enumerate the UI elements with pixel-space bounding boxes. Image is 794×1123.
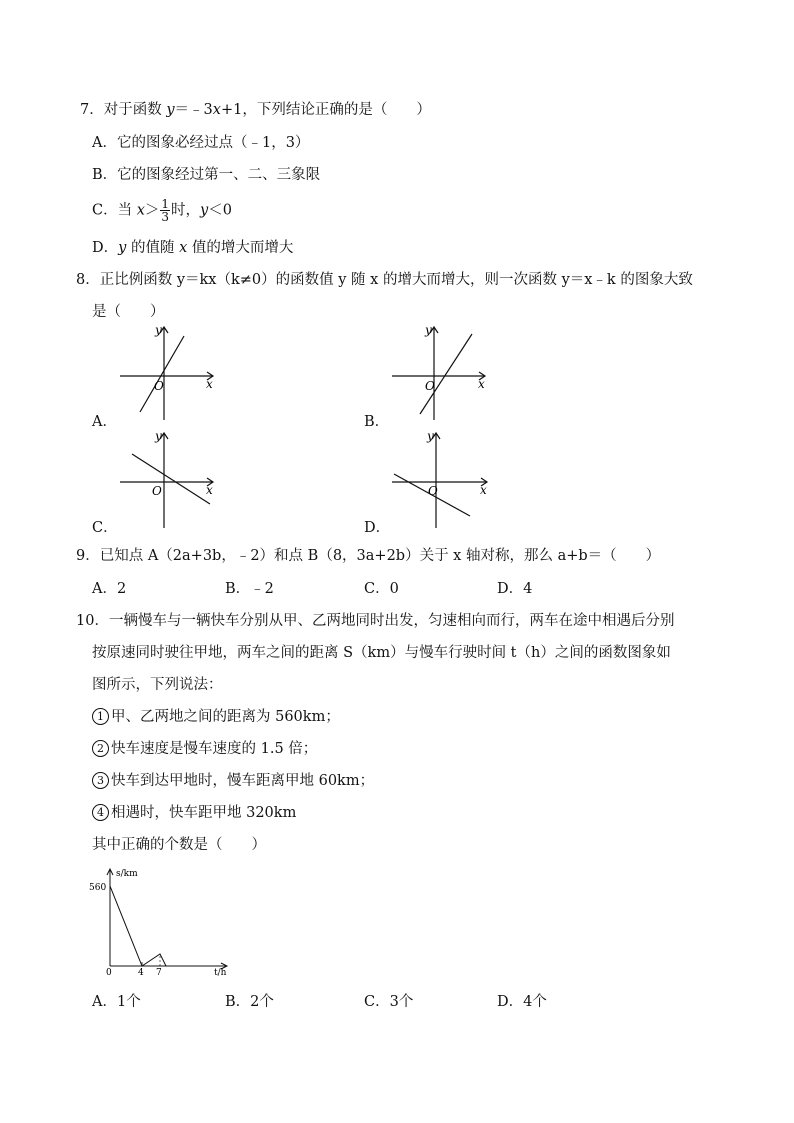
fraction-one-third: $\frac{1}{3}$ [161, 197, 170, 224]
y-axis-label: y [155, 323, 162, 337]
q7-option-b: B．它的图象经过第一、二、三象限 [92, 167, 321, 183]
x-axis-label: x [206, 377, 213, 391]
graph-x-tick-7: 7 [156, 968, 162, 978]
q7-option-a: A．它的图象必经过点（﹣1，3） [92, 135, 310, 151]
q10-stem-line2: 按原速同时驶往甲地，两车之间的距离 S（km）与慢车行驶时间 t（h）之间的函数图象如 [92, 645, 671, 661]
graph-y-axis-label: s/km [116, 869, 138, 879]
graph-x-tick-0: 0 [106, 968, 112, 978]
x-axis-label: x [206, 483, 213, 497]
q9-option-b: B．﹣2 [225, 581, 274, 597]
q8-stem-line2: 是（ ） [92, 304, 165, 320]
y-axis-label: y [425, 323, 432, 337]
q10-question: 其中正确的个数是（ ） [92, 837, 266, 853]
q10-statement-1: 1 甲、乙两地之间的距离为 560km； [92, 707, 340, 727]
q10-option-b: B．2个 [225, 994, 274, 1010]
q10-stem-line1: 10．一辆慢车与一辆快车分别从甲、乙两地同时出发，匀速相向而行，两车在途中相遇后分别 [76, 613, 675, 629]
y-axis-label: y [427, 429, 434, 443]
graph-y-tick-560: 560 [89, 883, 107, 893]
q9-option-c: C．0 [364, 581, 399, 597]
origin-label: O [428, 484, 438, 498]
q8-option-b-label: B． [364, 414, 390, 430]
q10-stem-line3: 图所示，下列说法： [92, 677, 223, 693]
q8-graph-d [384, 428, 496, 530]
q9-stem: 9．已知点 A（2a+3b，﹣2）和点 B（8，3a+2b）关于 x 轴对称，那么 a+b＝（ ） [76, 548, 661, 564]
q8-option-a-label: A． [92, 414, 117, 430]
q10-statement-4: 4 相遇时，快车距甲地 320km [92, 803, 296, 823]
q7-option-c: C．当 x＞ $\frac{1}{3}$ 时，y＜0 [92, 197, 232, 224]
circled-number: 3 [92, 772, 109, 789]
circled-number: 4 [92, 804, 109, 821]
q7-option-d: D．y 的值随 x 值的增大而增大 [92, 240, 294, 256]
q10-statement-3: 3 快车到达甲地时，慢车距离甲地 60km； [92, 771, 374, 791]
q10-option-a: A．1个 [92, 994, 141, 1010]
x-axis-label: x [478, 377, 485, 391]
graph-x-axis-label: t/h [214, 968, 227, 978]
q8-option-d-label: D． [364, 520, 391, 536]
graph-x-tick-4: 4 [138, 968, 144, 978]
q8-option-c-label: C． [92, 520, 118, 536]
circled-number: 1 [92, 708, 109, 725]
circled-number: 2 [92, 740, 109, 757]
q10-distance-time-graph [86, 862, 236, 980]
q9-option-d: D．4 [497, 581, 533, 597]
q8-graph-a [110, 322, 220, 422]
x-axis-label: x [480, 483, 487, 497]
y-axis-label: y [155, 429, 162, 443]
q8-stem-line1: 8．正比例函数 y＝kx（k≠0）的函数值 y 随 x 的增大而增大，则一次函数 y＝x﹣k 的图象大致 [76, 272, 693, 288]
origin-label: O [425, 379, 435, 393]
q7-stem: 7．对于函数 y＝﹣3x+1，下列结论正确的是（ ） [80, 102, 431, 118]
q9-option-a: A．2 [92, 581, 127, 597]
q8-graph-c [110, 428, 220, 530]
q10-option-d: D．4个 [497, 994, 547, 1010]
origin-label: O [152, 484, 162, 498]
q10-option-c: C．3个 [364, 994, 414, 1010]
origin-label: O [154, 379, 164, 393]
q8-graph-b [384, 322, 494, 422]
q10-statement-2: 2 快车速度是慢车速度的 1.5 倍； [92, 739, 317, 759]
